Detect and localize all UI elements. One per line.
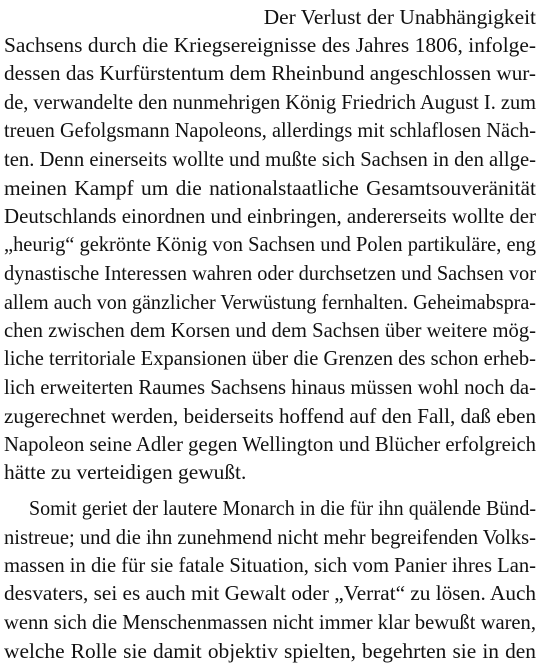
text-line: Der Verlust der Unabhängigkeit xyxy=(263,5,536,29)
text-line: zugerechnet werden, beiderseits hoffend auf den Fall, daß eben xyxy=(4,404,536,428)
text-line: Sachsens durch die Kriegsereignisse des Jahres 1806, infolge- xyxy=(4,33,536,57)
text-line: massen in die für sie fatale Situation, sich vom Panier ihres Lan- xyxy=(4,553,536,577)
text-line: dessen das Kurfürstentum dem Rheinbund angeschlossen wur- xyxy=(4,61,536,85)
text-line: liche territoriale Expansionen über die Grenzen des schon erheb- xyxy=(4,346,536,370)
text-line: Deutschlands einordnen und einbringen, andererseits wollte der xyxy=(4,204,536,228)
text-line: ten. Denn einerseits wollte und mußte sich Sachsen in den allge- xyxy=(4,147,536,171)
text-line: treuen Gefolgsmann Napoleons, allerdings mit schlaflosen Näch- xyxy=(4,118,536,142)
text-line: chen zwischen dem Korsen und dem Sachsen über weitere mög- xyxy=(4,318,536,342)
text-line: hätte zu verteidigen gewußt. xyxy=(4,460,247,484)
text-line: meinen Kampf um die nationalstaatliche Gesamtsouveränität xyxy=(4,176,536,200)
text-line: Somit geriet der lautere Monarch in die für ihn quälende Bünd- xyxy=(29,496,536,520)
text-line: welche Rolle sie damit objektiv spielten, begehrten sie in den xyxy=(4,639,536,663)
text-line: lich erweiterten Raumes Sachsens hinaus müssen wohl noch da- xyxy=(4,375,536,399)
text-line: allem auch von gänzlicher Verwüstung fernhalten. Geheimabspra- xyxy=(4,290,536,314)
text-line: dynastische Interessen wahren oder durchsetzen und Sachsen vor xyxy=(4,261,536,285)
text-line: Napoleon seine Adler gegen Wellington und Blücher erfolgreich xyxy=(4,432,536,456)
text-line: de, verwandelte den nunmehrigen König Friedrich August I. zum xyxy=(4,90,536,114)
text-line: nistreue; und die ihn zunehmend nicht mehr begreifenden Volks- xyxy=(4,525,536,549)
text-line: „heurig“ gekrönte König von Sachsen und Polen partikuläre, eng xyxy=(4,232,536,256)
text-line: desvaters, sei es auch mit Gewalt oder „Verrat“ zu lösen. Auch xyxy=(4,581,536,605)
text-line: wenn sich die Menschenmassen nicht immer klar bewußt waren, xyxy=(4,610,536,634)
